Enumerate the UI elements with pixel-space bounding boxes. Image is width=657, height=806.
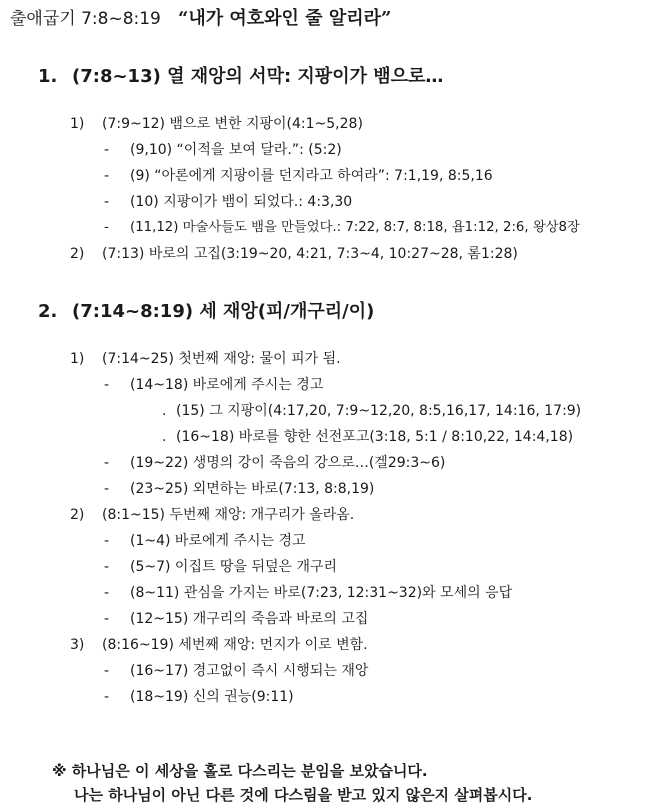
outline-subitem bbox=[104, 376, 323, 394]
outline-text: (7:14~25) 첫번째 재앙: 물이 피가 됨. bbox=[102, 351, 341, 367]
outline-marker: - bbox=[104, 611, 110, 627]
outline-subitem bbox=[104, 662, 368, 680]
outline-detail bbox=[162, 428, 573, 446]
outline-marker: 2) bbox=[70, 507, 85, 523]
outline-marker: 1) bbox=[70, 116, 85, 132]
document-header bbox=[10, 4, 391, 30]
outline-subitem bbox=[104, 584, 512, 602]
outline-marker: . bbox=[162, 429, 167, 445]
outline-text: (5~7) 이집트 땅을 뒤덮은 개구리 bbox=[130, 559, 338, 575]
section-title: (7:8~13) 열 재앙의 서막: 지팡이가 뱀으로… bbox=[72, 66, 444, 87]
outline-text: (12~15) 개구리의 죽음과 바로의 고집 bbox=[130, 611, 369, 627]
outline-text: (8:1~15) 두번째 재앙: 개구리가 올라옴. bbox=[102, 507, 355, 523]
outline-marker: 2) bbox=[70, 246, 85, 262]
outline-text: (14~18) 바로에게 주시는 경고 bbox=[130, 377, 324, 393]
scripture-reference: 출애굽기 7:8~8:19 bbox=[10, 9, 161, 29]
outline-text: (23~25) 외면하는 바로(7:13, 8:8,19) bbox=[130, 481, 375, 497]
outline-text: (8:16~19) 세번째 재앙: 먼지가 이로 변함. bbox=[102, 637, 368, 653]
outline-text: (15) 그 지팡이(4:17,20, 7:9~12,20, 8:5,16,17, 14:16, 17:9) bbox=[176, 403, 582, 419]
outline-subitem bbox=[104, 167, 493, 185]
outline-marker: - bbox=[104, 663, 110, 679]
outline-marker: . bbox=[162, 403, 167, 419]
outline-marker: - bbox=[104, 194, 110, 210]
section-number: 1. bbox=[38, 66, 58, 87]
outline-text: (9) “아론에게 지팡이를 던지라고 하여라”: 7:1,19, 8:5,16 bbox=[130, 168, 493, 184]
outline-subitem bbox=[104, 454, 445, 472]
outline-text: (11,12) 마술사들도 뱀을 만들었다.: 7:22, 8:7, 8:18, 욥1:12, 2:6, 왕상8장 bbox=[130, 220, 580, 235]
outline-subitem bbox=[104, 141, 342, 159]
outline-marker: - bbox=[104, 142, 110, 158]
outline-subitem bbox=[104, 558, 337, 576]
outline-text: (19~22) 생명의 강이 죽음의 강으로…(겔29:3~6) bbox=[130, 455, 446, 471]
outline-marker: 1) bbox=[70, 351, 85, 367]
section-title: (7:14~8:19) 세 재앙(피/개구리/이) bbox=[72, 301, 375, 322]
outline-marker: - bbox=[104, 533, 110, 549]
outline-item bbox=[70, 636, 368, 654]
outline-subitem bbox=[104, 219, 580, 237]
outline-subitem bbox=[104, 610, 368, 628]
sermon-theme: “내가 여호와인 줄 알리라” bbox=[177, 8, 392, 29]
section-number: 2. bbox=[38, 301, 58, 322]
section-heading bbox=[38, 297, 374, 323]
outline-marker: 3) bbox=[70, 637, 85, 653]
outline-text: (16~17) 경고없이 즉시 시행되는 재앙 bbox=[130, 663, 369, 679]
outline-subitem bbox=[104, 688, 294, 706]
outline-text: (18~19) 신의 권능(9:11) bbox=[130, 689, 294, 705]
outline-marker: - bbox=[104, 168, 110, 184]
outline-marker: - bbox=[104, 689, 110, 705]
outline-marker: - bbox=[104, 220, 109, 235]
outline-text: (10) 지팡이가 뱀이 되었다.: 4:3,30 bbox=[130, 194, 353, 210]
outline-item bbox=[70, 506, 354, 524]
outline-detail bbox=[162, 402, 581, 420]
outline-text: (9,10) “이적을 보여 달라.”: (5:2) bbox=[130, 142, 342, 158]
outline-subitem bbox=[104, 480, 374, 498]
outline-item bbox=[70, 245, 518, 263]
outline-subitem bbox=[104, 532, 306, 550]
outline-text: (16~18) 바로를 향한 선전포고(3:18, 5:1 / 8:10,22, 14:4,18) bbox=[176, 429, 574, 445]
outline-marker: - bbox=[104, 559, 110, 575]
outline-marker: - bbox=[104, 377, 110, 393]
outline-text: (1~4) 바로에게 주시는 경고 bbox=[130, 533, 306, 549]
outline-text: (8~11) 관심을 가지는 바로(7:23, 12:31~32)와 모세의 응답 bbox=[130, 585, 513, 601]
outline-subitem bbox=[104, 193, 352, 211]
outline-marker: - bbox=[104, 585, 110, 601]
section-heading bbox=[38, 62, 443, 88]
outline-text: (7:13) 바로의 고집(3:19~20, 4:21, 7:3~4, 10:27~28, 롬1:28) bbox=[102, 246, 518, 262]
outline-marker: - bbox=[104, 481, 110, 497]
closing-note: ※ 하나님은 이 세상을 홀로 다스리는 분임을 보았습니다. bbox=[52, 762, 428, 780]
closing-note: 나는 하나님이 아닌 다른 것에 다스림을 받고 있지 않은지 살펴봅시다. bbox=[74, 786, 533, 804]
outline-text: (7:9~12) 뱀으로 변한 지팡이(4:1~5,28) bbox=[102, 116, 363, 132]
outline-marker: - bbox=[104, 455, 110, 471]
outline-item bbox=[70, 115, 363, 133]
outline-item bbox=[70, 350, 341, 368]
